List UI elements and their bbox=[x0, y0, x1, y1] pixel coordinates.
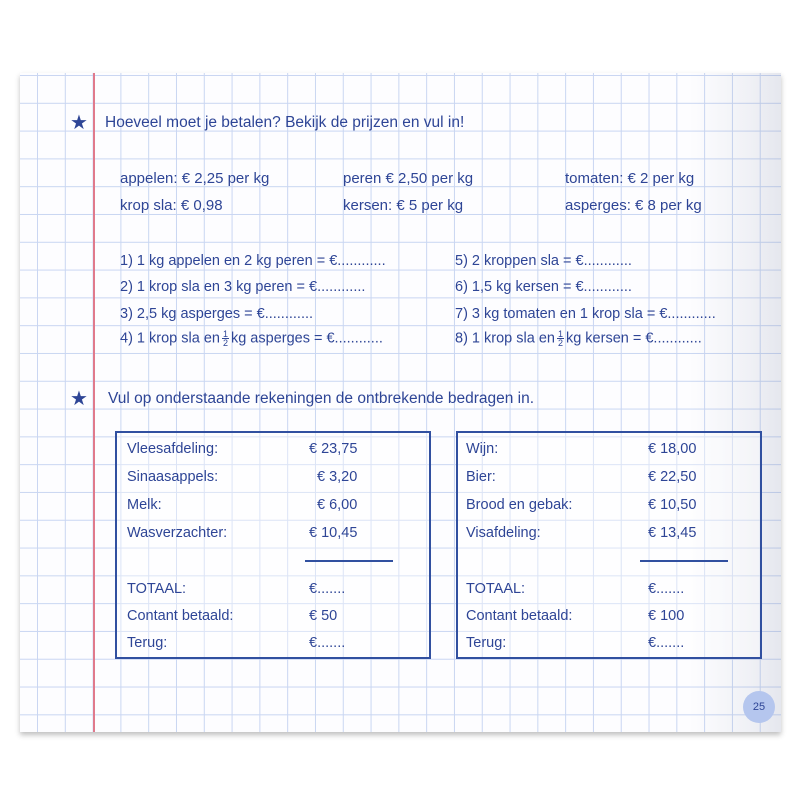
fraction-half: $\frac{1}{2}$ bbox=[557, 329, 563, 348]
receipt-item-label: Melk: bbox=[127, 497, 162, 513]
price-lettuce: krop sla: € 0,98 bbox=[120, 197, 223, 214]
question-2[interactable]: 2) 1 krop sla en 3 kg peren = €............ bbox=[120, 279, 366, 295]
receipt-item-label: Bier: bbox=[466, 469, 496, 485]
question-6[interactable]: 6) 1,5 kg kersen = €............ bbox=[455, 279, 632, 295]
question-1[interactable]: 1) 1 kg appelen en 2 kg peren = €............ bbox=[120, 253, 386, 269]
receipt-item-label: Sinaasappels: bbox=[127, 469, 219, 485]
question-4[interactable] bbox=[120, 330, 383, 347]
paid-label: Contant betaald: bbox=[127, 608, 234, 624]
question-4-prefix: 4) 1 krop sla en bbox=[120, 330, 220, 347]
receipt-item-amount: € 6,00 bbox=[317, 497, 358, 513]
sum-line bbox=[640, 560, 728, 562]
receipt-item-amount: € 10,50 bbox=[648, 497, 697, 513]
question-8-prefix: 8) 1 krop sla en bbox=[455, 330, 555, 347]
question-8-suffix: kg kersen = €............ bbox=[565, 330, 702, 347]
price-asparagus: asperges: € 8 per kg bbox=[565, 197, 702, 214]
receipt-item-label: Visafdeling: bbox=[466, 525, 541, 541]
receipt-item-label: Brood en gebak: bbox=[466, 497, 573, 513]
question-3[interactable]: 3) 2,5 kg asperges = €............ bbox=[120, 306, 314, 322]
receipt-item-amount: € 23,75 bbox=[309, 441, 358, 457]
question-4-suffix: kg asperges = €............ bbox=[230, 330, 383, 347]
workbook-page bbox=[20, 73, 781, 732]
question-8[interactable] bbox=[455, 330, 702, 347]
sum-line bbox=[305, 560, 393, 562]
change-label: Terug: bbox=[127, 635, 168, 651]
price-apples: appelen: € 2,25 per kg bbox=[120, 170, 270, 187]
receipt-item-amount: € 10,45 bbox=[309, 525, 358, 541]
price-tomatoes: tomaten: € 2 per kg bbox=[565, 170, 695, 187]
receipt-item-amount: € 13,45 bbox=[648, 525, 697, 541]
star-icon: ★ bbox=[70, 388, 88, 410]
change-blank[interactable]: €....... bbox=[309, 635, 346, 651]
price-cherries: kersen: € 5 per kg bbox=[343, 197, 464, 214]
fraction-half: $\frac{1}{2}$ bbox=[222, 329, 228, 348]
total-blank[interactable]: €....... bbox=[309, 581, 346, 597]
question-7[interactable]: 7) 3 kg tomaten en 1 krop sla = €............ bbox=[455, 306, 716, 322]
receipt-1 bbox=[115, 431, 431, 659]
receipt-item-label: Wijn: bbox=[466, 441, 499, 457]
margin-line bbox=[93, 73, 95, 732]
exercise1-instruction: Hoeveel moet je betalen? Bekijk de prijzen en vul in! bbox=[105, 114, 465, 131]
paid-label: Contant betaald: bbox=[466, 608, 573, 624]
price-pears: peren € 2,50 per kg bbox=[343, 170, 474, 187]
change-label: Terug: bbox=[466, 635, 507, 651]
receipt-item-label: Vleesafdeling: bbox=[127, 441, 219, 457]
paid-value: € 50 bbox=[309, 608, 338, 624]
total-blank[interactable]: €....... bbox=[648, 581, 685, 597]
question-5[interactable]: 5) 2 kroppen sla = €............ bbox=[455, 253, 632, 269]
page-number-badge: 25 bbox=[743, 691, 775, 723]
paid-value: € 100 bbox=[648, 608, 685, 624]
exercise2-instruction: Vul op onderstaande rekeningen de ontbrekende bedragen in. bbox=[108, 390, 535, 407]
receipt-item-label: Wasverzachter: bbox=[127, 525, 228, 541]
receipt-2 bbox=[456, 431, 762, 659]
total-label: TOTAAL: bbox=[466, 581, 526, 597]
star-icon: ★ bbox=[70, 112, 88, 134]
total-label: TOTAAL: bbox=[127, 581, 187, 597]
receipt-item-amount: € 18,00 bbox=[648, 441, 697, 457]
receipt-item-amount: € 3,20 bbox=[317, 469, 358, 485]
receipt-item-amount: € 22,50 bbox=[648, 469, 697, 485]
change-blank[interactable]: €....... bbox=[648, 635, 685, 651]
